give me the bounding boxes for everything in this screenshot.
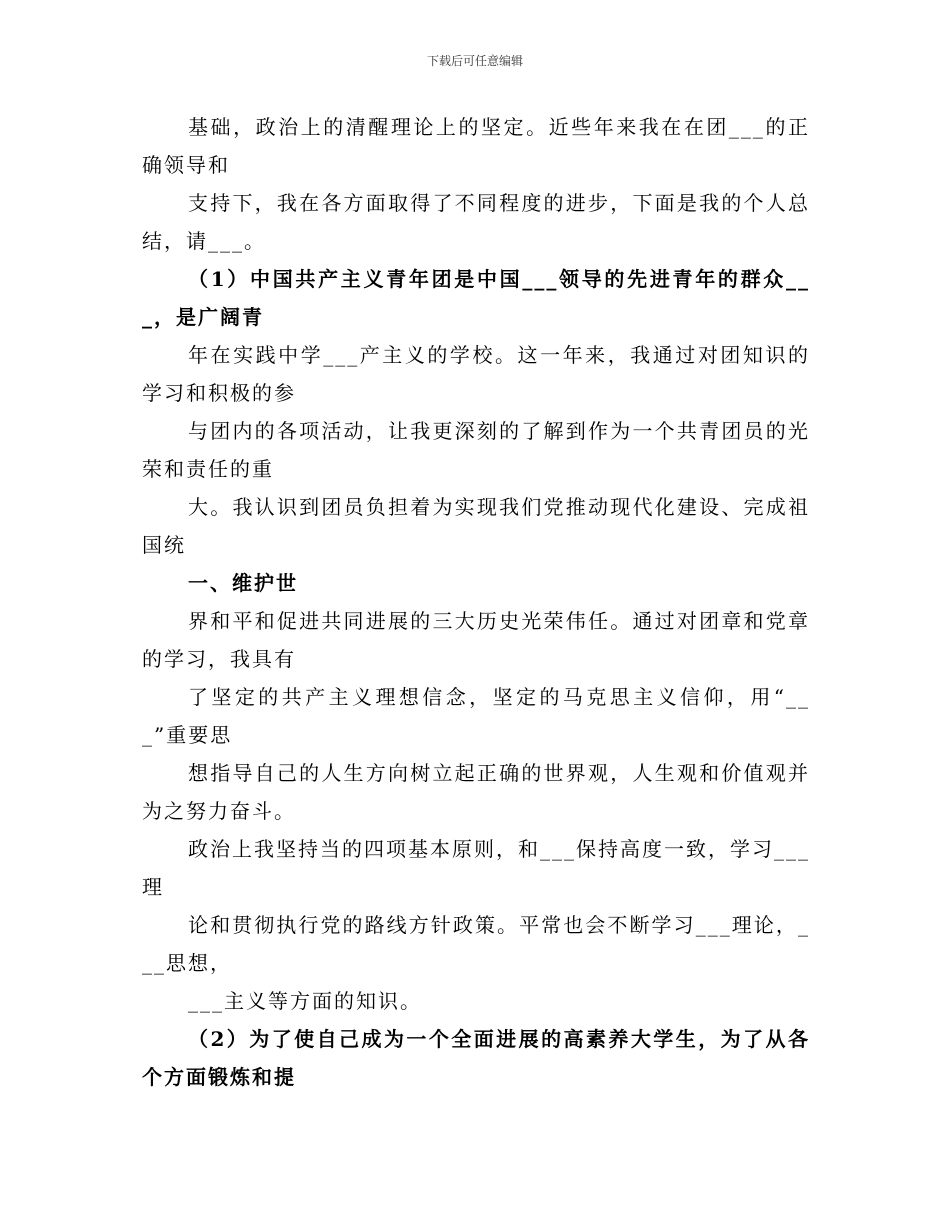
numbered-heading: （1）中国共产主义青年团是中国___领导的先进青年的群众___，是广阔青 bbox=[142, 267, 810, 329]
paragraph: 支持下，我在各方面取得了不同程度的进步，下面是我的个人总结，请___。 bbox=[142, 191, 810, 253]
page-header: 下载后可任意编辑 bbox=[426, 54, 523, 68]
paragraph: 界和平和促进共同进展的三大历史光荣伟任。通过对团章和党章的学习，我具有 bbox=[142, 609, 810, 671]
paragraph: ___主义等方面的知识。 bbox=[188, 989, 422, 1013]
paragraph: 政治上我坚持当的四项基本原则，和___保持高度一致，学习___理 bbox=[142, 837, 810, 899]
document-body bbox=[142, 108, 810, 1096]
section-heading: 一、维护世 bbox=[188, 571, 298, 595]
paragraph: 年在实践中学___产主义的学校。这一年来，我通过对团知识的学习和积极的参 bbox=[142, 343, 810, 405]
paragraph: 论和贯彻执行党的路线方针政策。平常也会不断学习___理论，___思想， bbox=[142, 913, 810, 975]
paragraph: 与团内的各项活动，让我更深刻的了解到作为一个共青团员的光荣和责任的重 bbox=[142, 419, 810, 481]
numbered-heading: （2）为了使自己成为一个全面进展的高素养大学生，为了从各个方面锻炼和提 bbox=[142, 1027, 810, 1089]
paragraph: 大。我认识到团员负担着为实现我们党推动现代化建设、完成祖国统 bbox=[142, 495, 810, 557]
paragraph: 想指导自己的人生方向树立起正确的世界观，人生观和价值观并为之努力奋斗。 bbox=[142, 761, 810, 823]
paragraph: 了坚定的共产主义理想信念，坚定的马克思主义信仰，用“___”重要思 bbox=[142, 685, 810, 747]
paragraph: 基础，政治上的清醒理论上的坚定。近些年来我在在团___的正确领导和 bbox=[142, 115, 810, 177]
